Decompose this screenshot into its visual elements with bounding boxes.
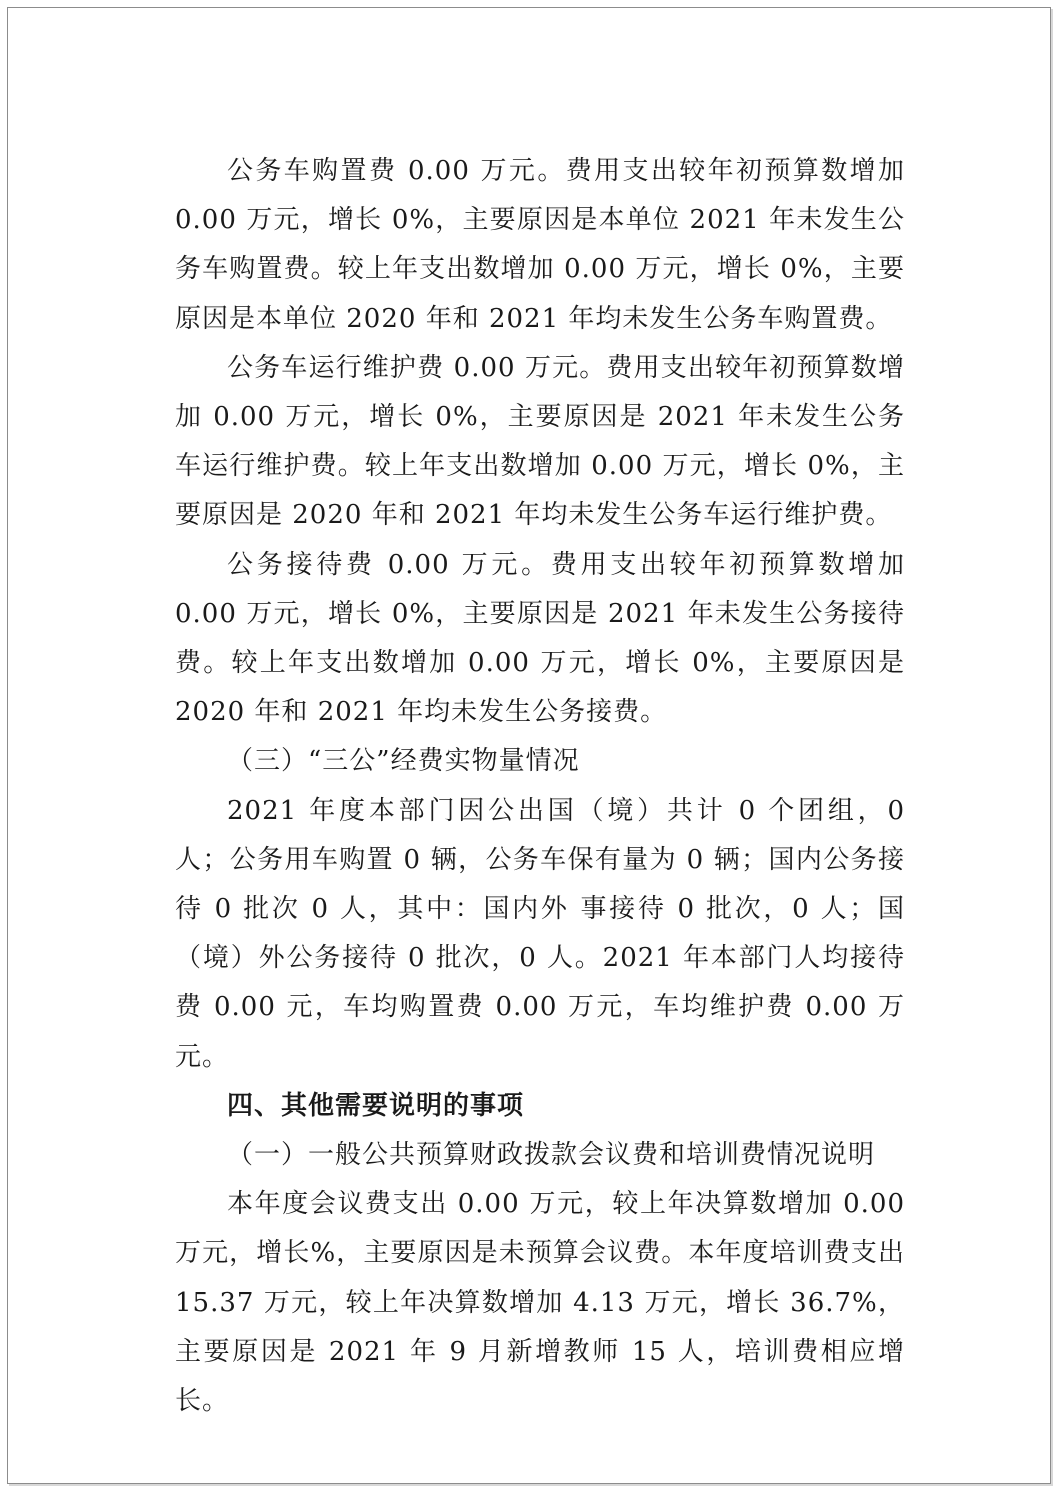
document-page [7, 7, 1051, 1484]
paragraph-vehicle-maintenance: 公务车运行维护费 0.00 万元。费用支出较年初预算数增加 0.00 万元，增长 0%，主要原因是 2021 年未发生公务车运行维护费。较上年支出数增加 0.00 万元，增长 0%，主要原因是 2020 年和 2021 年均未发生公务车运行维护费。 [175, 352, 905, 531]
subheading-meeting-training: （一）一般公共预算财政拨款会议费和培训费情况说明 [227, 1140, 876, 1171]
paragraph-physical-quantity: 2021 年度本部门因公出国（境）共计 0 个团组，0 人；公务用车购置 0 辆，公务车保有量为 0 辆；国内公务接待 0 批次 0 人，其中：国内外 事接待 0 批次，0 人；国（境）外公务接待 0 批次，0 人。2021 年本部门人均接待费 0.00 元，车均购置费 0.00 万元，车均维护费 0.00 万元。 [175, 795, 905, 1072]
section-heading-other-matters: 四、其他需要说明的事项 [227, 1090, 525, 1121]
subheading-physical-quantity: （三）“三公”经费实物量情况 [227, 746, 580, 777]
paragraph-meeting-training: 本年度会议费支出 0.00 万元，较上年决算数增加 0.00 万元，增长%，主要原因是未预算会议费。本年度培训费支出 15.37 万元，较上年决算数增加 4.13 万元，增长 36.7%，主要原因是 2021 年 9 月新增教师 15 人，培训费相应增长。 [175, 1189, 905, 1417]
paragraph-reception-fee: 公务接待费 0.00 万元。费用支出较年初预算数增加 0.00 万元，增长 0%，主要原因是 2021 年未发生公务接待费。较上年支出数增加 0.00 万元，增长 0%，主要原因是 2020 年和 2021 年均未发生公务接费。 [175, 549, 905, 728]
paragraph-vehicle-purchase: 公务车购置费 0.00 万元。费用支出较年初预算数增加 0.00 万元，增长 0%，主要原因是本单位 2021 年未发生公务车购置费。较上年支出数增加 0.00 万元，增长 0%，主要原因是本单位 2020 年和 2021 年均未发生公务车购置费。 [175, 156, 905, 334]
document-body [175, 147, 905, 1426]
